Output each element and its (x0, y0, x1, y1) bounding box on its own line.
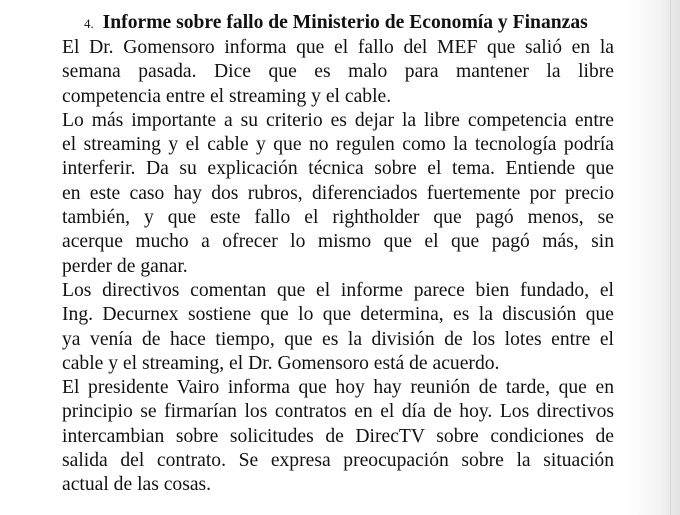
document-body (62, 11, 614, 498)
text-line: El Dr. Gomensoro informa que el fallo del MEF que salió en la (62, 37, 614, 58)
text-line: semana pasada. Dice que es malo para mantener la libre (62, 61, 614, 83)
text-line: Ing. Decurnex sostiene que lo que determina, es la discusión que (62, 304, 614, 326)
text-line: cable y el streaming, el Dr. Gomensoro está de acuerdo. (62, 352, 500, 374)
text-line: ya venía de hace tiempo, que es la división de los lotes entre el (62, 328, 614, 350)
paragraph-president-report (62, 376, 614, 497)
paragraph-directors-comment (62, 279, 614, 376)
section-heading (62, 11, 614, 36)
text-line: también, y que este fallo el rightholder que pagó menos, se (62, 207, 614, 229)
text-line: salida del contrato. Se expresa preocupación sobre la situación (62, 450, 614, 472)
text-line: perder de ganar. (62, 255, 188, 277)
text-line: intercambian sobre solicitudes de DirecTV sobre condiciones de (62, 425, 614, 447)
section-title: Informe sobre fallo de Ministerio de Economía y Finanzas (102, 12, 588, 33)
text-line: principio se firmarían los contratos en el día de hoy. Los directivos (62, 401, 614, 423)
section-number: 4. (84, 16, 94, 31)
paragraph-mef-ruling (62, 36, 614, 109)
text-line: competencia entre el streaming y el cable. (62, 85, 392, 107)
paragraph-competition (62, 109, 614, 279)
text-line: Los directivos comentan que el informe parece bien fundado, el (62, 279, 614, 301)
text-line: actual de las cosas. (62, 474, 212, 496)
text-line: en este caso hay dos rubros, diferenciados fuertemente por precio (62, 182, 614, 204)
text-line: El presidente Vairo informa que hoy hay reunión de tarde, que en (62, 377, 614, 399)
text-line: acerque mucho a ofrecer lo mismo que el que pagó más, sin (62, 231, 614, 253)
page-edge (670, 0, 671, 515)
text-line: el streaming y el cable y que no regulen como la tecnología podría (62, 134, 614, 156)
text-line: interferir. Da su explicación técnica sobre el tema. Entiende que (62, 158, 614, 180)
text-line: Lo más importante a su criterio es dejar la libre competencia entre (62, 109, 614, 131)
